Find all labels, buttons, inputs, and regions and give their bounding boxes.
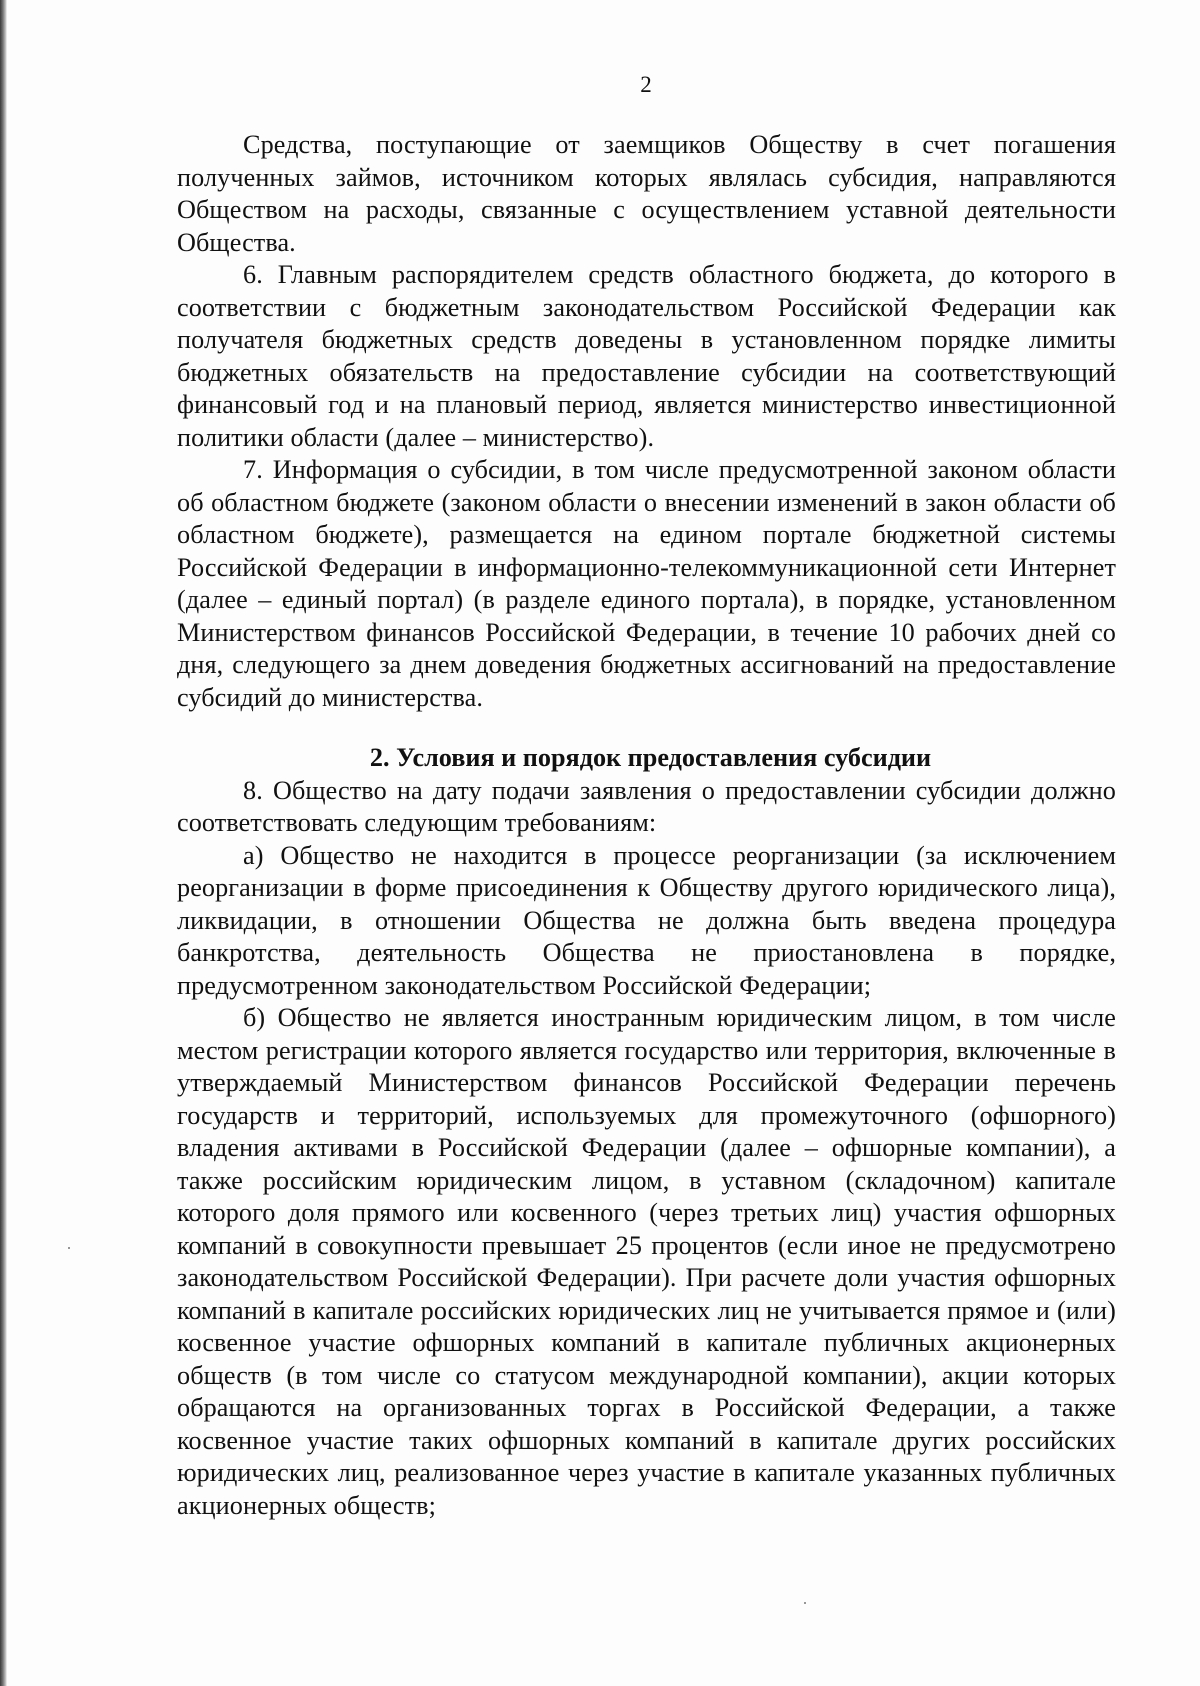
scan-speck [68, 1247, 70, 1249]
paragraph-item-8: 8. Общество на дату подачи заявления о предоставлении субсидии должно соответствовать следующим требованиям: [177, 775, 1116, 837]
paragraph-subitem-a: а) Общество не находится в процессе реорганизации (за исключением реорганизации в форме присоединения к Обществу другого юридического лица), ликвидации, в отношении Общества не должна быть введена процедура банкротства, деятельность Общества не приостановлена в порядке, предусмотренном законодательством Российской Федерации; [177, 840, 1116, 1000]
scan-speck [804, 1602, 806, 1604]
scan-edge [0, 0, 7, 1686]
paragraph-item-6: 6. Главным распорядителем средств областного бюджета, до которого в соответствии с бюджетным законодательством Российской Федерации как получателя бюджетных средств доведены в установленном порядке лимиты бюджетных обязательств на предоставление субсидии на соответствующий финансовый год и на плановый период, является министерство инвестиционной политики области (далее – министерство). [177, 260, 1116, 452]
paragraph-item-7: 7. Информация о субсидии, в том числе предусмотренной законом области об областном бюджете (законом области о внесении изменений в закон области об областном бюджете), размещается на едином портале бюджетной системы Российской Федерации в информационно-телекоммуникационной сети Интернет (далее – единый портал) (в разделе единого портала), в порядке, установленном Министерством финансов Российской Федерации, в течение 10 рабочих дней со дня, следующего за днем доведения бюджетных ассигнований на предоставление субсидий до министерства. [177, 455, 1116, 712]
paragraph-subitem-b: б) Общество не является иностранным юридическим лицом, в том числе местом регистрации которого является государство или территория, включенные в утверждаемый Министерством финансов Российской Федерации перечень государств и территорий, используемых для промежуточного (офшорного) владения активами в Российской Федерации (далее – офшорные компании), а также российским юридическим лицом, в уставном (складочном) капитале которого доля прямого или косвенного (через третьих лиц) участия офшорных компаний в совокупности превышает 25 процентов (если иное не предусмотрено законодательством Российской Федерации). При расчете доли участия офшорных компаний в капитале российских юридических лиц не учитывается прямое и (или) косвенное участие офшорных компаний в капитале публичных акционерных обществ (в том числе со статусом международной компании), акции которых обращаются на организованных торгах в Российской Федерации, а также косвенное участие таких офшорных компаний в капитале других российских юридических лиц, реализованное через участие в капитале указанных публичных акционерных обществ; [177, 1003, 1116, 1520]
paragraph-funds-usage: Средства, поступающие от заемщиков Обществу в счет погашения полученных займов, источником которых являлась субсидия, направляются Обществом на расходы, связанные с осуществлением уставной деятельности Общества. [177, 130, 1116, 257]
document-body [177, 129, 1116, 1522]
section-heading: 2. Условия и порядок предоставления субсидии [369, 743, 932, 772]
page-number: 2 [640, 72, 652, 97]
